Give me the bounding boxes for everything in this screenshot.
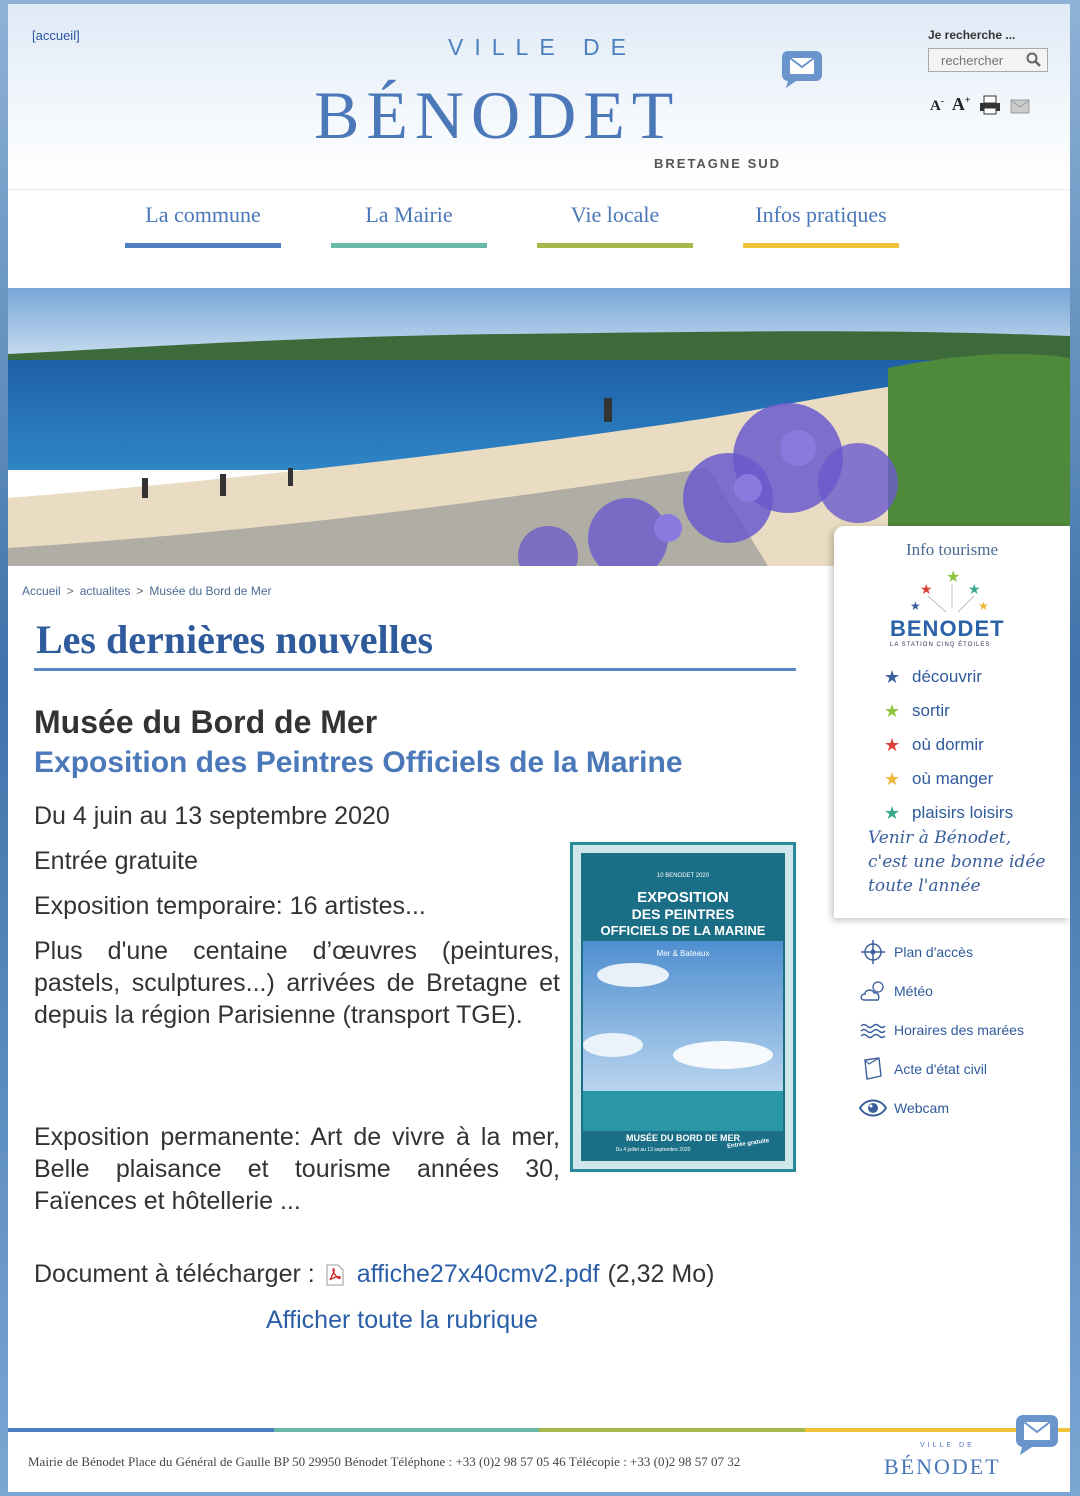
quick-link-label: Plan d'accès [894,943,973,960]
page-title: Les dernières nouvelles [36,617,434,662]
quick-link-etat-civil[interactable] [858,1049,1024,1088]
footer-rule-segment [8,1428,274,1432]
nav-underline [125,243,281,248]
footer-logo-ville-de: VILLE DE [920,1442,975,1449]
quick-link-label: Horaires des marées [894,1021,1024,1038]
nav-label: La Mairie [365,202,453,227]
waves-icon [858,1017,888,1043]
site-header [8,4,1070,190]
nav-label: La commune [145,202,261,227]
logo-region: BRETAGNE SUD [654,156,782,171]
star-icon: ★ [884,666,901,687]
nav-infos-pratiques[interactable] [743,202,899,246]
quick-links [858,932,1024,1127]
file-size: (2,32 Mo) [607,1260,715,1288]
poster-top-line: 10 BENODET 2020 [656,873,710,879]
article-entry: Entrée gratuite [34,847,198,875]
slogan-line: Venir à Bénodet, [868,828,1012,848]
nav-label: Infos pratiques [755,202,887,227]
quick-link-horaires-marees[interactable] [858,1010,1024,1049]
home-link[interactable]: [accueil] [32,28,80,43]
download-label: Document à télécharger : [34,1260,315,1288]
footer-logo[interactable]: BÉNODET [884,1454,1001,1479]
quick-link-label: Webcam [894,1099,949,1116]
article-title: Musée du Bord de Mer [34,704,378,740]
show-all-link[interactable]: Afficher toute la rubrique [266,1306,538,1334]
toolbar [930,94,1031,115]
quick-link-meteo[interactable] [858,971,1024,1010]
poster-sub: Mer & Bateaux [656,949,710,958]
nav-la-commune[interactable] [125,202,281,246]
poster-line-1: EXPOSITION [637,889,729,906]
article-dates: Du 4 juin au 13 septembre 2020 [34,802,390,830]
star-icon: ★ [884,700,901,721]
breadcrumb [22,584,275,598]
search-label: Je recherche ... [928,28,1016,42]
quick-link-webcam[interactable] [858,1088,1024,1127]
search-box [928,48,1048,72]
send-icon[interactable] [1009,95,1031,115]
tourisme-item-decouvrir[interactable] [884,660,1013,694]
breadcrumb-actualites[interactable]: actualites [79,584,131,598]
nav-underline [743,243,899,248]
poster-line-2: DES PEINTRES [631,906,735,922]
nav-la-mairie[interactable] [331,202,487,246]
exhibition-poster[interactable] [570,842,796,1172]
footer-rule-segment [274,1428,540,1432]
document-icon [858,1056,888,1082]
breadcrumb-separator: > [136,584,144,598]
article-subtitle: Exposition des Peintres Officiels de la Marine [34,746,683,779]
slogan-line: c'est une bonne idée [868,852,1046,872]
nav-underline [331,243,487,248]
slogan-line: toute l'année [868,876,981,896]
title-divider [34,668,796,671]
info-tourisme-panel [834,526,1070,918]
page [8,4,1070,1492]
breadcrumb-current: Musée du Bord de Mer [149,584,272,598]
tourisme-item-sortir[interactable] [884,694,1013,728]
font-increase-icon[interactable]: A+ [951,94,971,114]
eye-icon [858,1095,888,1121]
footer-rule-segment [539,1428,805,1432]
weather-icon [858,978,888,1004]
pdf-download-link[interactable]: affiche27x40cmv2.pdf [356,1260,600,1288]
tourisme-title: Info tourisme [905,540,999,559]
quick-link-label: Météo [894,982,933,999]
search-icon[interactable] [1025,51,1043,69]
quick-link-plan-acces[interactable] [858,932,1024,971]
article-temporary: Exposition temporaire: 16 artistes... [34,892,426,920]
footer-address: Mairie de Bénodet Place du Général de Gaulle BP 50 29950 Bénodet Téléphone : +33 (0)2 98 57 05 46 Télécopie : +33 (0)2 98 57 07 32 [28,1454,741,1469]
tourisme-item-ou-dormir[interactable] [884,728,1013,762]
star-icon: ★ [884,768,901,789]
search-input[interactable] [929,49,1025,71]
fireworks-stars-icon [902,568,1002,614]
pdf-icon [325,1264,345,1286]
site-logo[interactable]: BÉNODET [314,77,681,153]
poster-line-3: OFFICIELS DE LA MARINE [600,923,766,938]
tourisme-item-label: où dormir [912,735,984,754]
footer-color-rule [8,1428,1070,1432]
download-row [34,1260,714,1289]
nav-vie-locale[interactable] [537,202,693,246]
star-icon: ★ [884,734,901,755]
tourisme-item-label: où manger [912,769,994,788]
breadcrumb-separator: > [66,584,74,598]
quick-link-label: Acte d'état civil [894,1060,987,1077]
font-decrease-icon[interactable]: A- [930,96,944,114]
svg-text:★: ★ [946,569,961,586]
tourisme-logo[interactable]: BENODET [890,616,1005,641]
breadcrumb-accueil[interactable]: Accueil [22,584,61,598]
article-description: Plus d'une centaine d’œuvres (peintures, pastels, sculptures...) arrivées de Bretagne et depuis la région Parisienne (transport TGE). [34,937,560,1029]
svg-text:★: ★ [920,581,933,597]
contact-mail-icon[interactable] [1012,1412,1062,1456]
contact-mail-icon[interactable] [778,48,824,88]
tourisme-tagline: LA STATION CINQ ÉTOILES [890,642,991,648]
tourisme-item-label: découvrir [912,667,982,686]
svg-text:★: ★ [978,599,989,613]
hero-beach-image [8,288,1070,566]
star-icon: ★ [884,802,901,823]
nav-underline [537,243,693,248]
poster-badge: Entrée gratuite [726,1138,770,1150]
tourisme-item-label: plaisirs loisirs [912,803,1014,822]
svg-text:★: ★ [968,581,981,597]
tourisme-slogan [868,826,1068,898]
tourisme-item-ou-manger[interactable] [884,762,1013,796]
logo-ville-de: VILLE DE [448,34,637,60]
poster-bottom-sub: Du 4 juillet au 13 septembre 2020 [615,1147,691,1153]
tourisme-item-label: sortir [912,701,950,720]
article-permanent: Exposition permanente: Art de vivre à la mer, Belle plaisance et tourisme années 30, Faïences et hôtellerie ... [34,1123,560,1215]
main-navigation [8,190,1070,288]
compass-icon [858,939,888,965]
nav-label: Vie locale [570,202,660,227]
print-icon[interactable] [979,95,1001,115]
tourisme-menu [884,660,1013,830]
poster-bottom: MUSÉE DU BORD DE MER [625,1133,740,1143]
svg-text:★: ★ [910,599,921,613]
tourisme-item-plaisirs-loisirs[interactable] [884,796,1013,830]
